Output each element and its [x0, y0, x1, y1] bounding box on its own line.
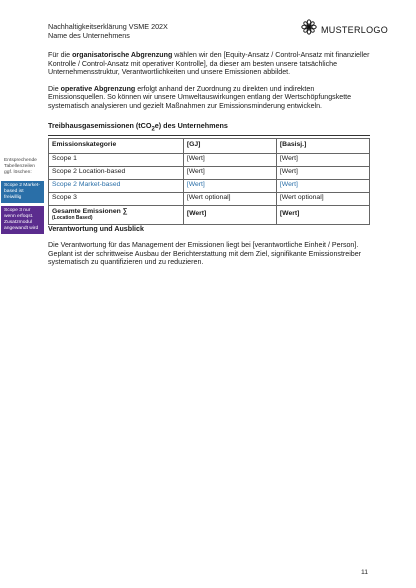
- table-cell: [Wert optional]: [276, 192, 369, 205]
- company-name: Name des Unternehmens: [48, 31, 130, 40]
- table-title-text: e) des Unternehmens: [154, 120, 228, 130]
- column-header-gj: [GJ]: [183, 138, 276, 153]
- column-header-category: Emissionskategorie: [49, 138, 184, 153]
- paragraph-emphasis: organisatorische Abgrenzung: [72, 51, 173, 59]
- table-cell: Scope 2 Location-based: [49, 166, 184, 179]
- company-logo: [301, 19, 388, 40]
- main-content: [48, 51, 370, 275]
- total-sublabel: (Location Based): [52, 215, 93, 222]
- column-header-base-year: [Basisj.]: [276, 138, 369, 153]
- side-note-delete-rows: Entsprechende Tabellenzeilen ggf. löschen:: [1, 156, 44, 178]
- table-cell: Scope 2 Market-based: [49, 179, 184, 192]
- table-cell: [Wert]: [183, 153, 276, 166]
- table-cell: [Wert]: [183, 166, 276, 179]
- table-title-text: Treibhausgasemissionen (tCO: [48, 120, 152, 130]
- paragraph-outlook: Die Verantwortung für das Management der Emissionen liegt bei [verantwortliche Einheit / Person]. Geplant ist der schrittweise Ausbau der Berichterstattung mit dem Ziel, signifikante Emissionstreiber systematisch zu quantifizieren und zu reduzieren.: [48, 241, 362, 267]
- table-row-total: [49, 205, 370, 224]
- paragraph-text: erfolgt anhand der Zuordnung zu direkten und indirekten Emissionsquellen. So können wir unsere Umweltauswirkungen entlang der Wertschöpfungskette systematisch analysieren und gezielt Maßnahmen zur Emissionsminderung entwickeln.: [48, 84, 352, 110]
- table-cell: [Wert]: [183, 205, 276, 224]
- document-header: [48, 22, 168, 40]
- table-header-row: [49, 138, 370, 153]
- side-note-scope3: Scope 3 nur wenn erfoqst. Zusatzmodul angewandt wird: [1, 206, 44, 234]
- section-heading-outlook: Verantwortung und Ausblick: [48, 224, 144, 233]
- paragraph-text: Die: [48, 84, 61, 93]
- document-title: Nachhaltigkeitserklärung VSME 202X: [48, 22, 168, 31]
- paragraph-text: Für die: [48, 51, 73, 59]
- table-cell: Scope 3: [49, 192, 184, 205]
- side-notes: [1, 156, 44, 237]
- paragraph-operational-boundary: [48, 85, 370, 111]
- table-title-subscript: 2: [151, 126, 155, 132]
- logo-text: MUSTERLOGO: [320, 24, 388, 35]
- emissions-table: [48, 138, 370, 225]
- paragraph-organizational-boundary: [48, 51, 370, 77]
- table-cell: [Wert]: [276, 179, 369, 192]
- table-cell: [Wert]: [276, 166, 369, 179]
- paragraph-emphasis: operative Abgrenzung: [60, 84, 136, 93]
- table-cell: [Wert]: [276, 153, 369, 166]
- side-note-scope2-market: Scope 2 Market-based ist freiwillig: [1, 181, 44, 203]
- table-cell-total-label: [49, 205, 184, 224]
- table-cell: [Wert optional]: [183, 192, 276, 205]
- table-row-market-based: [49, 179, 370, 192]
- table-cell: [Wert]: [183, 179, 276, 192]
- page-number: 11: [360, 569, 368, 576]
- table-row: [49, 166, 370, 179]
- total-label: Gesamte Emissionen ∑: [52, 207, 128, 215]
- table-cell: Scope 1: [49, 153, 184, 166]
- table-row: [49, 192, 370, 205]
- table-title: [48, 122, 370, 136]
- table-row: [49, 153, 370, 166]
- paragraph-text: wählen wir den [Equity-Ansatz / Control-Ansatz mit finanzieller Kontrolle / Control-Ansatz mit operativer Kontrolle], da dieser am besten unsere tatsächliche Unternehmensstruktur, Verantwortlichkeiten und unsere Emissionen abbildet.: [48, 51, 370, 77]
- table-cell: [Wert]: [276, 205, 369, 224]
- flower-icon: [301, 19, 317, 40]
